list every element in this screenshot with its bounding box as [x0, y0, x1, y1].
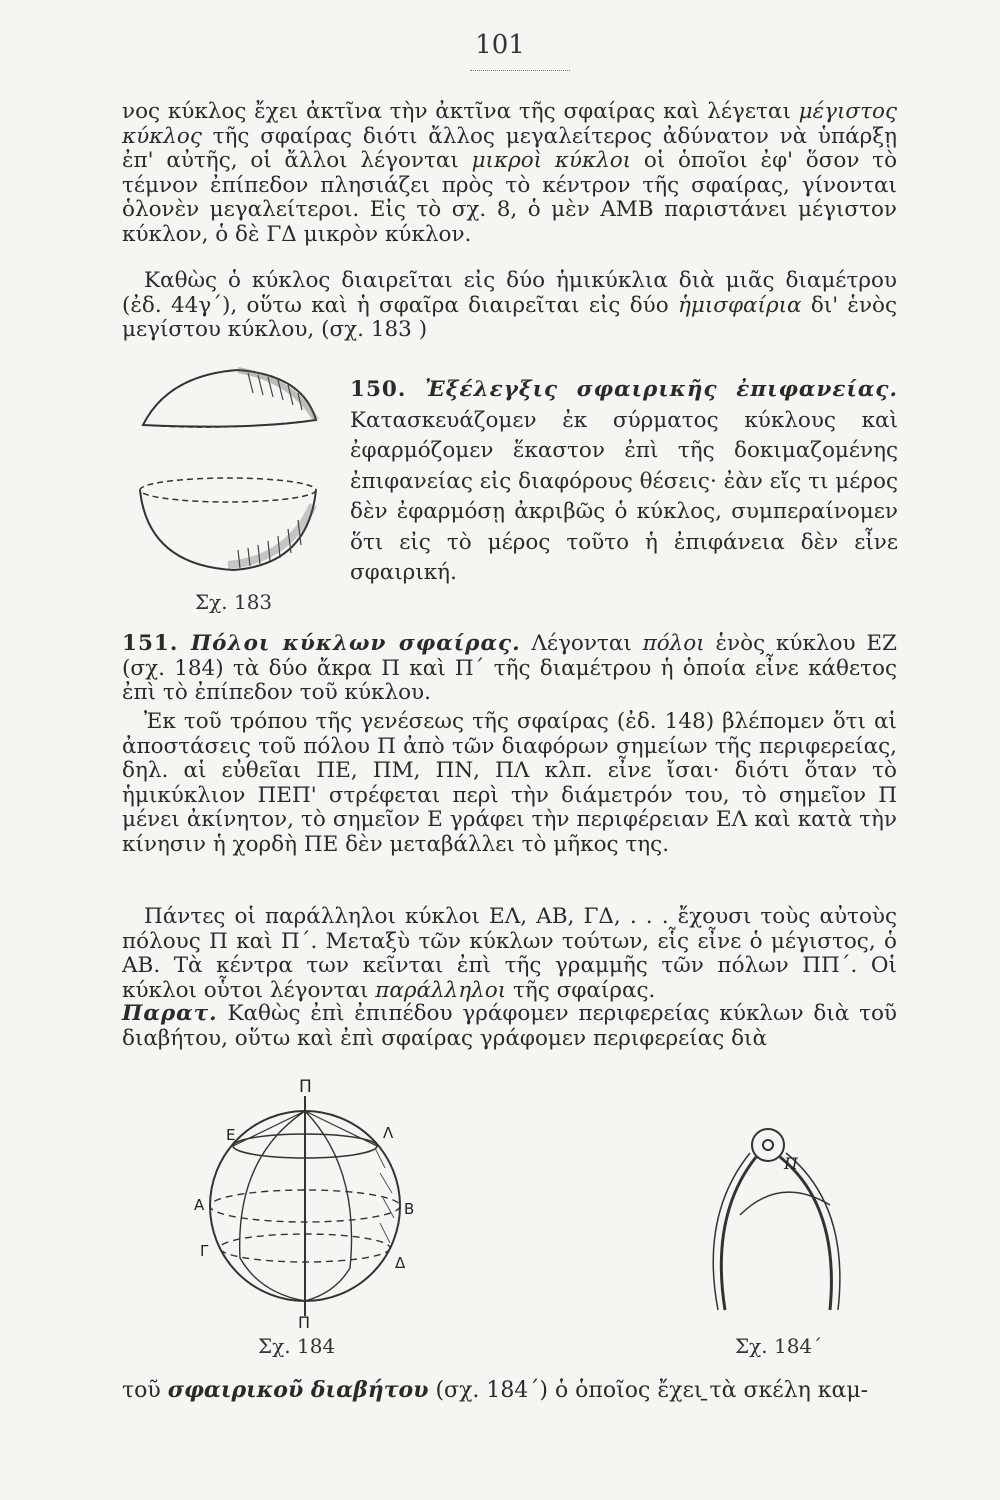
- paragraph-150-spherical-surface: [350, 375, 898, 589]
- term-spherical-compass: σφαιρικοῦ διαβήτου: [167, 1377, 429, 1403]
- text-run: ἑνὸς κύκλου ΕΖ (σχ. 184) τὰ δύο ἄκρα Π καὶ Π΄ τῆς διαμέτρου ἡ ὁποία εἶνε κάθετος ἐπὶ τὸ ἐπίπεδον τοῦ κύκλου.: [122, 631, 897, 705]
- figure-184b-caption: Σχ. 184΄: [735, 1334, 823, 1358]
- section-heading-151: Πόλοι κύκλων σφαίρας.: [178, 631, 521, 656]
- text-run: (σχ. 184΄) ὁ ὁποῖος ἔχει ̱τὰ σκέλη καμ-: [428, 1378, 869, 1403]
- text-run: νος κύκλος ἔχει ἀκτῖνα τὴν ἀκτῖνα τῆς σφαίρας καὶ λέγεται: [122, 99, 799, 124]
- figure-184-caption: Σχ. 184: [258, 1334, 336, 1358]
- text-run: τῆς σφαίρας.: [506, 977, 656, 1003]
- paragraph-remark: [122, 1002, 897, 1051]
- text-run: οἱ ὁποῖοι ἐφ' ὅσον τὸ τέμνον ἐπίπεδον πλησιάζει πρὸς τὸ κέντρον τῆς σφαίρας, γίνονται ὁλονὲν μεγαλείτεροι. Εἰς τὸ σχ. 8, ὁ μὲν ΑΜΒ παριστάνει μέγιστον κύκλον, ὁ δὲ ΓΔ μικρὸν κύκλον.: [122, 148, 898, 247]
- section-number-150: 150.: [350, 377, 407, 402]
- label-L: Λ: [383, 1124, 394, 1142]
- term-small-circles: μικροὶ κύκλοι: [471, 148, 632, 173]
- text-run: τοῦ: [122, 1378, 168, 1403]
- figure-184b-spherical-compass: [690, 1105, 880, 1325]
- remark-heading: Παρατ.: [122, 1001, 218, 1026]
- figure-184-sphere-poles: [180, 1078, 430, 1328]
- paragraph-pole-distances: Ἐκ τοῦ τρόπου τῆς γενέσεως τῆς σφαίρας (ἐδ. 148) βλέπομεν ὅτι αἱ ἀποστάσεις τοῦ πόλου Π ἀπὸ τῶν διαφόρων σημείων τῆς περιφερείας, δηλ. αἱ εὐθεῖαι ΠΕ, ΠΜ, ΠΝ, ΠΛ κλπ. εἶνε ἴσαι· διότι ὅταν τὸ ἡμικύκλιον ΠΕΠ' στρέφεται περὶ τὴν διάμετρόν του, τὸ σημεῖον Π μένει ἀκίνητον, τὸ σημεῖον Ε γράφει τὴν περιφέρειαν ΕΛ καὶ κατὰ τὴν κίνησιν ἡ χορδὴ ΠΕ δὲν μεταβάλλει τὸ μῆκος της.: [122, 709, 897, 857]
- text-run: Λέγονται: [520, 631, 643, 656]
- term-great-circle: μέγιστος κύκλος: [122, 99, 897, 149]
- term-parallels: παράλληλοι: [375, 977, 507, 1003]
- section-heading-150: Ἐξέλεγξις σφαιρικῆς ἐπιφανείας.: [406, 377, 898, 402]
- label-B: Β: [404, 1200, 415, 1218]
- label-G: Γ: [200, 1242, 209, 1260]
- paragraph-151-poles: [122, 632, 897, 706]
- page-number: 101: [475, 30, 525, 60]
- label-pole-top: Π: [299, 1078, 312, 1097]
- text-run: δι' ἑνὸς μεγίστου κύκλου, (σχ. 183 ): [122, 292, 898, 342]
- label-compass-P: Π: [784, 1154, 798, 1173]
- paragraph-hemispheres: [122, 269, 897, 343]
- label-pole-bottom: Π: [298, 1313, 311, 1328]
- section-number-151: 151.: [122, 631, 179, 656]
- page-number-rule: [470, 70, 570, 71]
- label-A: Α: [194, 1196, 205, 1214]
- paragraph-last-line: [122, 1378, 897, 1403]
- paragraph-great-circle: [122, 100, 897, 247]
- label-E: Ε: [226, 1126, 236, 1144]
- text-run: τῆς σφαίρας διότι ἄλλος μεγαλείτερος ἀδύνατον νὰ ὑπάρξῃ ἐπ' αὐτῆς, οἱ ἄλλοι λέγονται: [122, 123, 897, 173]
- figure-183-hemispheres: [128, 365, 328, 585]
- label-D: Δ: [395, 1254, 406, 1272]
- text-run: Καθὼς ὁ κύκλος διαιρεῖται εἰς δύο ἡμικύκλια διὰ μιᾶς διαμέτρου (ἐδ. 44γ΄), οὕτω καὶ ἡ σφαῖρα διαιρεῖται εἰς δύο: [122, 268, 897, 318]
- paragraph-parallel-circles: [122, 905, 897, 1003]
- text-run: Πάντες οἱ παράλληλοι κύκλοι ΕΛ, ΑΒ, ΓΔ, . . . ἔχουσι τοὺς αὐτοὺς πόλους Π καὶ Π΄. Μεταξὺ τῶν κύκλων τούτων, εἷς εἶνε ὁ μέγιστος, ὁ ΑΒ. Τὰ κέντρα των κεῖνται ἐπὶ τῆς γραμμῆς τῶν πόλων ΠΠ΄. Οἱ κύκλοι οὗτοι λέγονται: [122, 904, 897, 1003]
- text-run: Καθὼς ἐπὶ ἐπιπέδου γράφομεν περιφερείας κύκλων διὰ τοῦ διαβήτου, οὕτω καὶ ἐπὶ σφαίρας γράφομεν περιφερείας διὰ: [122, 1001, 897, 1051]
- text-run: Κατασκευάζομεν ἐκ σύρματος κύκλους καὶ ἐφαρμόζομεν ἕκαστον ἐπὶ τῆς δοκιμαζομένης ἐπιφανείας εἰς διαφόρους θέσεις· ἐὰν εἴς τι μέρος δὲν ἐφαρμόσῃ ἀκριβῶς ὁ κύκλος, συμπεραίνομεν ὅτι εἰς τὸ μέρος τοῦτο ἡ ἐπιφάνεια δὲν εἶνε σφαιρική.: [350, 407, 898, 585]
- figure-183-caption: Σχ. 183: [195, 590, 273, 614]
- term-poles: πόλοι: [642, 631, 705, 656]
- term-hemispheres: ἡμισφαίρια: [677, 292, 802, 318]
